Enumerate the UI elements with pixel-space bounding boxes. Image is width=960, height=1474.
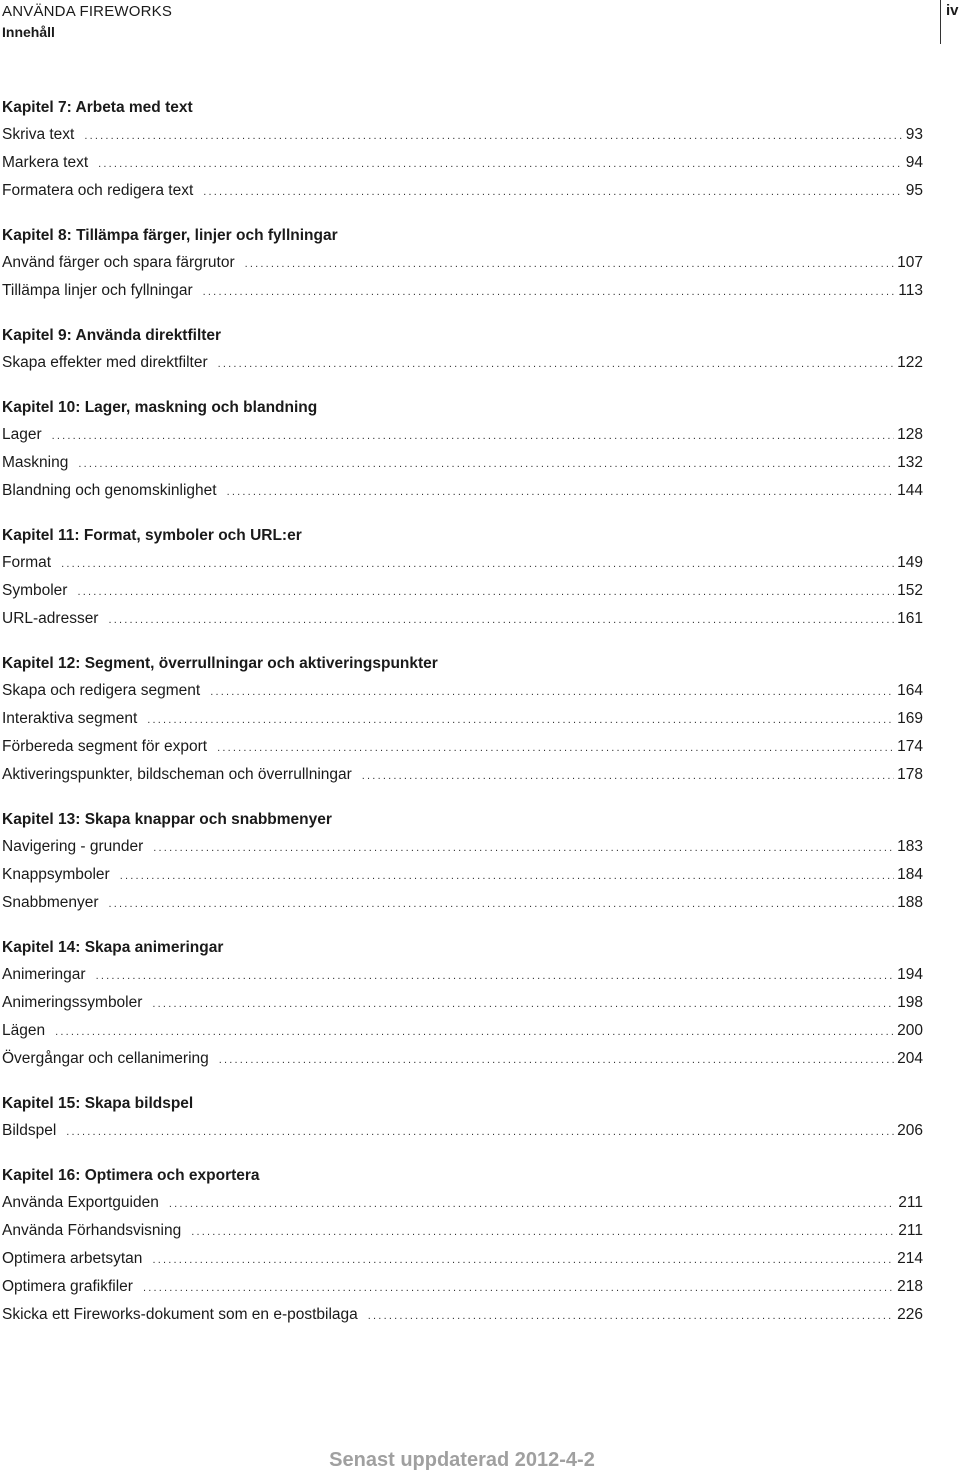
toc-entry-page: 113: [898, 282, 923, 299]
toc-entry[interactable]: [2, 1217, 923, 1245]
dot-leader: [143, 1274, 894, 1302]
chapter-title: Kapitel 11: Format, symboler och URL:er: [2, 527, 302, 544]
header-divider: [940, 0, 941, 44]
toc-entry[interactable]: [2, 121, 923, 149]
toc-entry-page: 174: [897, 738, 923, 755]
toc-entry[interactable]: [2, 1189, 923, 1217]
dot-leader: [152, 1246, 894, 1274]
toc-entry[interactable]: [2, 677, 923, 705]
toc-entry[interactable]: [2, 861, 923, 889]
toc-entry-page: 200: [897, 1022, 923, 1039]
toc-entry[interactable]: [2, 1301, 923, 1329]
toc-entry[interactable]: [2, 1045, 923, 1073]
chapter-title: Kapitel 13: Skapa knappar och snabbmenyer: [2, 811, 332, 828]
chapter-section: [2, 1163, 923, 1329]
book-title: ANVÄNDA FIREWORKS: [2, 3, 173, 20]
toc-entry[interactable]: [2, 421, 923, 449]
toc-entry-page: 132: [897, 454, 923, 471]
toc-entry-page: 122: [897, 354, 923, 371]
toc-entry-page: 226: [897, 1306, 923, 1323]
toc-entry-label: Lager: [2, 426, 42, 443]
toc-entry-label: Aktiveringspunkter, bildscheman och överrullningar: [2, 766, 352, 783]
dot-leader: [52, 422, 894, 450]
dot-leader: [368, 1302, 894, 1330]
dot-leader: [218, 350, 895, 378]
toc-entry-page: 94: [905, 154, 923, 171]
toc-entry-label: Blandning och genomskinlighet: [2, 482, 217, 499]
toc-entry-page: 206: [897, 1122, 923, 1139]
dot-leader: [147, 706, 894, 734]
toc-entry[interactable]: [2, 1245, 923, 1273]
dot-leader: [108, 606, 894, 634]
toc-entry-label: Skicka ett Fireworks-dokument som en e-postbilaga: [2, 1306, 358, 1323]
toc-entry-label: Skapa och redigera segment: [2, 682, 201, 699]
toc-entry[interactable]: [2, 705, 923, 733]
toc-entry-page: 198: [897, 994, 923, 1011]
dot-leader: [153, 834, 894, 862]
toc-entry-page: 204: [897, 1050, 923, 1067]
toc-entry-page: 149: [897, 554, 923, 571]
toc-entry-page: 95: [905, 182, 923, 199]
dot-leader: [191, 1218, 895, 1246]
dot-leader: [61, 550, 894, 578]
toc-entry[interactable]: [2, 605, 923, 633]
dot-leader: [98, 150, 903, 178]
dot-leader: [203, 278, 896, 306]
dot-leader: [78, 450, 894, 478]
toc-entry[interactable]: [2, 549, 923, 577]
toc-entry-label: Navigering - grunder: [2, 838, 144, 855]
dot-leader: [109, 890, 895, 918]
toc-entry-label: Skapa effekter med direktfilter: [2, 354, 208, 371]
chapter-title: Kapitel 8: Tillämpa färger, linjer och fyllningar: [2, 227, 338, 244]
toc-entry-label: Tillämpa linjer och fyllningar: [2, 282, 193, 299]
dot-leader: [219, 1046, 894, 1074]
toc-entry[interactable]: [2, 889, 923, 917]
chapter-title: Kapitel 7: Arbeta med text: [2, 99, 193, 116]
last-updated-footer: Senast uppdaterad 2012-4-2: [329, 1449, 595, 1471]
dot-leader: [152, 990, 894, 1018]
toc-entry-page: 164: [897, 682, 923, 699]
chapter-section: [2, 1091, 923, 1145]
dot-leader: [203, 178, 902, 206]
chapter-section: [2, 395, 923, 505]
toc-entry-page: 214: [897, 1250, 923, 1267]
toc-entry[interactable]: [2, 833, 923, 861]
toc-entry-label: Använda Exportguiden: [2, 1194, 159, 1211]
toc-entry-page: 93: [905, 126, 923, 143]
toc-entry-page: 178: [897, 766, 923, 783]
toc-entry-page: 144: [897, 482, 923, 499]
toc-entry[interactable]: [2, 249, 923, 277]
toc-entry-page: 107: [897, 254, 923, 271]
toc-entry-label: Bildspel: [2, 1122, 57, 1139]
dot-leader: [362, 762, 894, 790]
toc-entry-label: Maskning: [2, 454, 69, 471]
toc-entry[interactable]: [2, 1117, 923, 1145]
chapter-title: Kapitel 12: Segment, överrullningar och aktiveringspunkter: [2, 655, 438, 672]
chapter-section: [2, 323, 923, 377]
toc-entry-label: Knappsymboler: [2, 866, 110, 883]
section-title: Innehåll: [2, 24, 55, 40]
chapter-title: Kapitel 16: Optimera och exportera: [2, 1167, 260, 1184]
chapter-section: [2, 523, 923, 633]
dot-leader: [55, 1018, 894, 1046]
dot-leader: [96, 962, 895, 990]
toc-entry-page: 169: [897, 710, 923, 727]
toc-entry-label: Optimera grafikfiler: [2, 1278, 133, 1295]
toc-entry[interactable]: [2, 989, 923, 1017]
toc-entry-page: 184: [897, 866, 923, 883]
toc-entry-page: 194: [897, 966, 923, 983]
toc-entry-label: Förbereda segment för export: [2, 738, 208, 755]
chapter-section: [2, 935, 923, 1073]
toc-entry-label: Lägen: [2, 1022, 46, 1039]
dot-leader: [77, 578, 894, 606]
toc-entry[interactable]: [2, 277, 923, 305]
toc-entry[interactable]: [2, 149, 923, 177]
toc-entry[interactable]: [2, 349, 923, 377]
dot-leader: [210, 678, 894, 706]
toc-entry-page: 211: [898, 1222, 923, 1239]
toc-entry[interactable]: [2, 1273, 923, 1301]
toc-entry[interactable]: [2, 177, 923, 205]
toc-entry-label: Symboler: [2, 582, 68, 599]
chapter-section: [2, 651, 923, 789]
toc-entry-page: 188: [897, 894, 923, 911]
dot-leader: [169, 1190, 895, 1218]
toc-entry-label: Snabbmenyer: [2, 894, 99, 911]
toc-entry-page: 183: [897, 838, 923, 855]
dot-leader: [120, 862, 894, 890]
chapter-title: Kapitel 15: Skapa bildspel: [2, 1095, 194, 1112]
toc-entry[interactable]: [2, 449, 923, 477]
toc-entry[interactable]: [2, 761, 923, 789]
table-of-contents: [2, 95, 923, 1347]
toc-entry-label: URL-adresser: [2, 610, 99, 627]
toc-entry[interactable]: [2, 1017, 923, 1045]
toc-entry-label: Skriva text: [2, 126, 75, 143]
toc-entry[interactable]: [2, 733, 923, 761]
toc-entry-label: Format: [2, 554, 52, 571]
toc-entry-page: 218: [897, 1278, 923, 1295]
toc-entry-label: Interaktiva segment: [2, 710, 138, 727]
dot-leader: [217, 734, 894, 762]
dot-leader: [84, 122, 902, 150]
chapter-section: [2, 95, 923, 205]
toc-entry-label: Animeringssymboler: [2, 994, 143, 1011]
toc-entry[interactable]: [2, 577, 923, 605]
toc-entry-label: Övergångar och cellanimering: [2, 1050, 209, 1067]
toc-entry-label: Använd färger och spara färgrutor: [2, 254, 235, 271]
dot-leader: [66, 1118, 894, 1146]
chapter-section: [2, 807, 923, 917]
toc-entry-label: Markera text: [2, 154, 89, 171]
chapter-title: Kapitel 14: Skapa animeringar: [2, 939, 224, 956]
dot-leader: [227, 478, 895, 506]
chapter-title: Kapitel 10: Lager, maskning och blandning: [2, 399, 318, 416]
dot-leader: [245, 250, 894, 278]
page-header: [2, 3, 172, 41]
chapter-title: Kapitel 9: Använda direktfilter: [2, 327, 222, 344]
toc-entry-label: Optimera arbetsytan: [2, 1250, 143, 1267]
toc-entry-label: Animeringar: [2, 966, 86, 983]
toc-entry-page: 161: [897, 610, 923, 627]
toc-entry-label: Formatera och redigera text: [2, 182, 194, 199]
toc-entry[interactable]: [2, 477, 923, 505]
toc-entry-label: Använda Förhandsvisning: [2, 1222, 182, 1239]
toc-entry-page: 211: [898, 1194, 923, 1211]
page-number: iv: [946, 2, 959, 19]
chapter-section: [2, 223, 923, 305]
toc-entry-page: 128: [897, 426, 923, 443]
toc-entry[interactable]: [2, 961, 923, 989]
toc-entry-page: 152: [897, 582, 923, 599]
